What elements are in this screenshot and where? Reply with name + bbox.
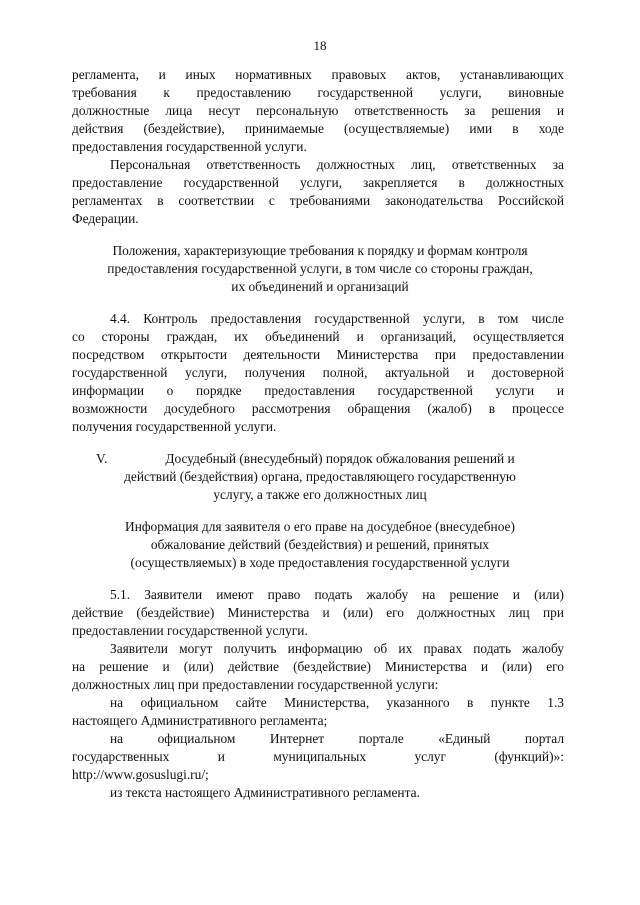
section-title-line: Досудебный (внесудебный) порядок обжалования решений и <box>165 451 515 466</box>
word: и <box>217 749 225 764</box>
paragraph-line: 5.1. Заявители имеют право подать жалобу на решение и (или) <box>110 587 564 602</box>
paragraph-line: настоящего Административного регламента; <box>72 713 328 728</box>
section-title-line: услугу, а также его должностных лиц <box>213 487 427 502</box>
paragraph-line <box>72 748 564 766</box>
word: на <box>110 731 124 746</box>
paragraph-line: регламента, и иных нормативных правовых актов, устанавливающих <box>72 67 564 82</box>
paragraph-line: информации о порядке предоставления государственной услуги и <box>72 383 564 398</box>
paragraph-line: должностных лиц при предоставлении государственной услуги: <box>72 677 439 692</box>
paragraph-line: получения государственной услуги. <box>72 419 277 434</box>
paragraph-line: посредством открытости деятельности Министерства при предоставлении <box>72 347 564 362</box>
paragraph-line: на официальном сайте Министерства, указанного в пункте 1.3 <box>110 695 564 710</box>
paragraph-line: Федерации. <box>72 211 139 226</box>
paragraph-line: должностные лица несут персональную ответственность за решения и <box>72 103 564 118</box>
paragraph-line: предоставление государственной услуги, закрепляется в должностных <box>72 175 564 190</box>
section-numeral: V. <box>96 451 108 466</box>
word: государственных <box>72 749 170 764</box>
word: портале <box>358 731 404 746</box>
word: «Единый <box>438 731 491 746</box>
section-title-line: действий (бездействия) органа, предоставляющего государственную <box>124 469 516 484</box>
section-heading-line: обжалование действий (бездействия) и решений, принятых <box>150 537 490 552</box>
word: официальном <box>157 731 236 746</box>
paragraph-line: 4.4. Контроль предоставления государственной услуги, в том числе <box>110 311 564 326</box>
paragraph-line: возможности досудебного рассмотрения обращения (жалоб) в процессе <box>72 401 564 416</box>
paragraph-line: действие (бездействие) Министерства и (или) его должностных лиц при <box>72 605 564 620</box>
word: муниципальных <box>273 749 367 764</box>
url-text: http://www.gosuslugi.ru/; <box>72 767 209 782</box>
paragraph-line: Персональная ответственность должностных лиц, ответственных за <box>110 157 564 172</box>
paragraph-line: со стороны граждан, их объединений и организаций, осуществляется <box>72 329 564 344</box>
paragraph-line: на решение и (или) действие (бездействие) Министерства и (или) его <box>72 659 564 674</box>
paragraph-line: из текста настоящего Административного регламента. <box>110 785 420 800</box>
section-heading-line: Информация для заявителя о его праве на досудебное (внесудебное) <box>125 519 515 534</box>
paragraph-line: регламентах в соответствии с требованиями законодательства Российской <box>72 193 564 208</box>
word: портал <box>524 731 564 746</box>
paragraph-line: требования к предоставлению государственной услуги, виновные <box>72 85 564 100</box>
paragraph-line: предоставления государственной услуги. <box>72 139 307 154</box>
section-heading-line: предоставления государственной услуги, в том числе со стороны граждан, <box>107 261 533 276</box>
paragraph-line: предоставлении государственной услуги. <box>72 623 308 638</box>
paragraph-line: Заявители могут получить информацию об их правах подать жалобу <box>110 641 564 656</box>
paragraph-line: государственной услуги, получения полной, актуальной и достоверной <box>72 365 564 380</box>
section-heading-line: (осуществляемых) в ходе предоставления государственной услуги <box>130 555 510 570</box>
word: услуг <box>414 749 446 764</box>
paragraph-line <box>110 730 564 748</box>
paragraph-line: действия (бездействие), принимаемые (осуществляемые) ими в ходе <box>72 121 564 136</box>
word: Интернет <box>269 731 325 746</box>
section-heading-line: Положения, характеризующие требования к порядку и формам контроля <box>112 243 528 258</box>
page-number: 18 <box>313 38 327 53</box>
word: (функций)»: <box>494 749 564 764</box>
section-heading-line: их объединений и организаций <box>231 279 409 294</box>
